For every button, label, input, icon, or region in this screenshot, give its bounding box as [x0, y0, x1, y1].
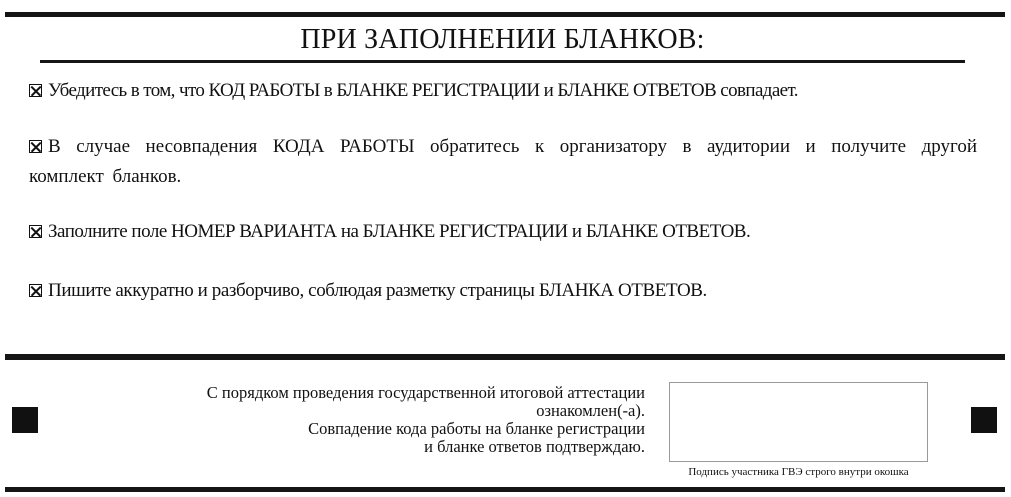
- instruction-item: [29, 132, 977, 192]
- instruction-item: [29, 76, 977, 106]
- alignment-marker-right: [971, 407, 997, 433]
- checked-box-icon: [29, 225, 42, 238]
- heading-underline: [40, 60, 965, 63]
- checked-box-icon: [29, 284, 42, 297]
- page-title: ПРИ ЗАПОЛНЕНИИ БЛАНКОВ:: [300, 24, 705, 55]
- instruction-item: [29, 276, 977, 306]
- instruction-text: Пишите аккуратно и разборчиво, соблюдая разметку страницы БЛАНКА ОТВЕТОВ.: [48, 280, 707, 301]
- signature-caption: Подпись участника ГВЭ строго внутри окошка: [688, 466, 909, 478]
- signature-field[interactable]: [669, 382, 928, 462]
- top-rule: [5, 12, 1005, 17]
- checked-box-icon: [29, 140, 42, 153]
- alignment-marker-left: [12, 407, 38, 433]
- ack-line: и бланке ответов подтверждаю.: [424, 437, 645, 456]
- checked-box-icon: [29, 84, 42, 97]
- ack-line: ознакомлен(-а).: [536, 401, 645, 420]
- ack-line: С порядком проведения государственной итоговой аттестации: [206, 383, 645, 402]
- acknowledgement-text: [85, 384, 645, 456]
- section-divider: [5, 354, 1005, 360]
- ack-line: Совпадение кода работы на бланке регистрации: [308, 419, 645, 438]
- instruction-text: Заполните поле НОМЕР ВАРИАНТА на БЛАНКЕ РЕГИСТРАЦИИ и БЛАНКЕ ОТВЕТОВ.: [48, 221, 751, 242]
- instruction-text: Убедитесь в том, что КОД РАБОТЫ в БЛАНКЕ РЕГИСТРАЦИИ и БЛАНКЕ ОТВЕТОВ совпадает.: [48, 80, 798, 101]
- instruction-item: [29, 217, 977, 247]
- instruction-text: В случае несовпадения КОДА РАБОТЫ обратитесь к организатору в аудитории и получите другой комплект бланков.: [29, 136, 977, 187]
- bottom-rule: [5, 487, 1005, 492]
